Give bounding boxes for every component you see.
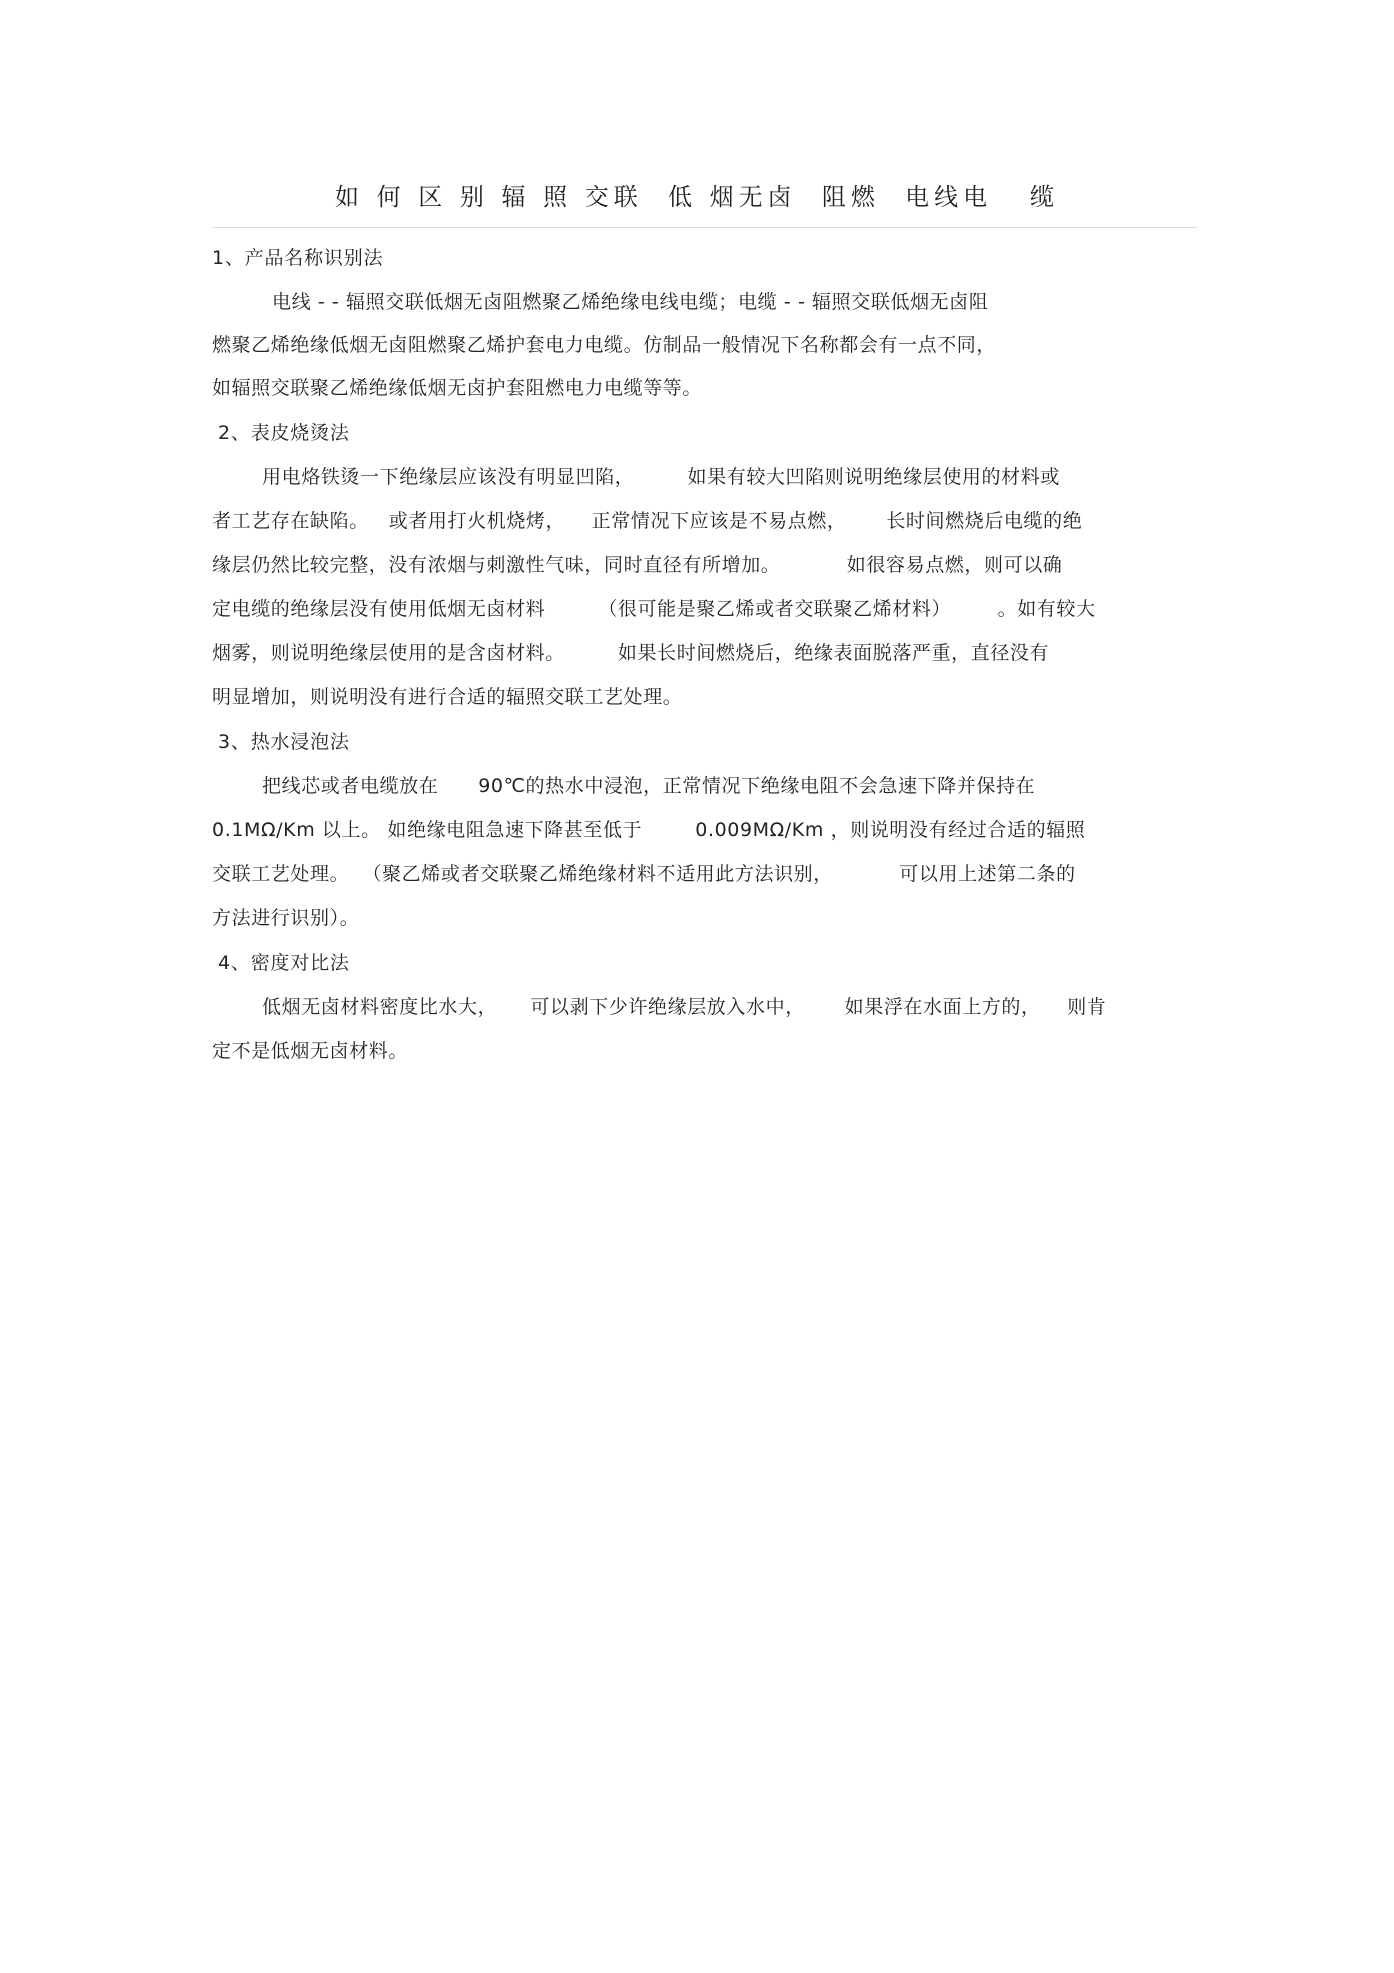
document-title: 如 何 区 别 辐 照 交联 低 烟无卤 阻燃 电线电 缆: [334, 183, 1060, 211]
paragraph-line: 明显增加，则说明没有进行合适的辐照交联工艺处理。: [212, 686, 683, 708]
paragraph-line: 把线芯或者电缆放在 90℃的热水中浸泡，正常情况下绝缘电阻不会急速下降并保持在: [262, 775, 1036, 797]
paragraph-line: 交联工艺处理。 （聚乙烯或者交联聚乙烯绝缘材料不适用此方法识别， 可以用上述第二条的: [212, 863, 1076, 885]
section-heading: 3、热水浸泡法: [218, 731, 350, 753]
paragraph-line: 者工艺存在缺陷。 或者用打火机烧烤， 正常情况下应该是不易点燃， 长时间燃烧后电缆的绝: [212, 510, 1083, 532]
paragraph-line: 定电缆的绝缘层没有使用低烟无卤材料 （很可能是聚乙烯或者交联聚乙烯材料） 。如有较大: [212, 598, 1096, 620]
paragraph-line: 方法进行识别）。: [212, 907, 360, 929]
section-heading: 2、表皮烧烫法: [218, 422, 350, 444]
paragraph-line: 烟雾，则说明绝缘层使用的是含卤材料。 如果长时间燃烧后，绝缘表面脱落严重，直径没有: [212, 642, 1050, 664]
paragraph-line: 电线 - - 辐照交联低烟无卤阻燃聚乙烯绝缘电线电缆；电缆 - - 辐照交联低烟无卤阻: [272, 291, 989, 313]
title-divider: [212, 227, 1197, 228]
paragraph-line: 用电烙铁烫一下绝缘层应该没有明显凹陷， 如果有较大凹陷则说明绝缘层使用的材料或: [262, 466, 1060, 488]
section-heading: 4、密度对比法: [218, 952, 350, 974]
paragraph-line: 0.1MΩ/Km 以上。 如绝缘电阻急速下降甚至低于 0.009MΩ/Km ，则说明没有经过合适的辐照: [212, 819, 1086, 841]
paragraph-line: 缘层仍然比较完整，没有浓烟与刺激性气味，同时直径有所增加。 如很容易点燃，则可以确: [212, 554, 1063, 576]
paragraph-line: 定不是低烟无卤材料。: [212, 1040, 409, 1062]
paragraph-line: 燃聚乙烯绝缘低烟无卤阻燃聚乙烯护套电力电缆。仿制品一般情况下名称都会有一点不同，: [212, 334, 997, 356]
paragraph-line: 如辐照交联聚乙烯绝缘低烟无卤护套阻燃电力电缆等等。: [212, 377, 703, 399]
section-heading: 1、产品名称识别法: [212, 247, 384, 269]
paragraph-line: 低烟无卤材料密度比水大， 可以剥下少许绝缘层放入水中， 如果浮在水面上方的， 则肯: [262, 996, 1107, 1018]
